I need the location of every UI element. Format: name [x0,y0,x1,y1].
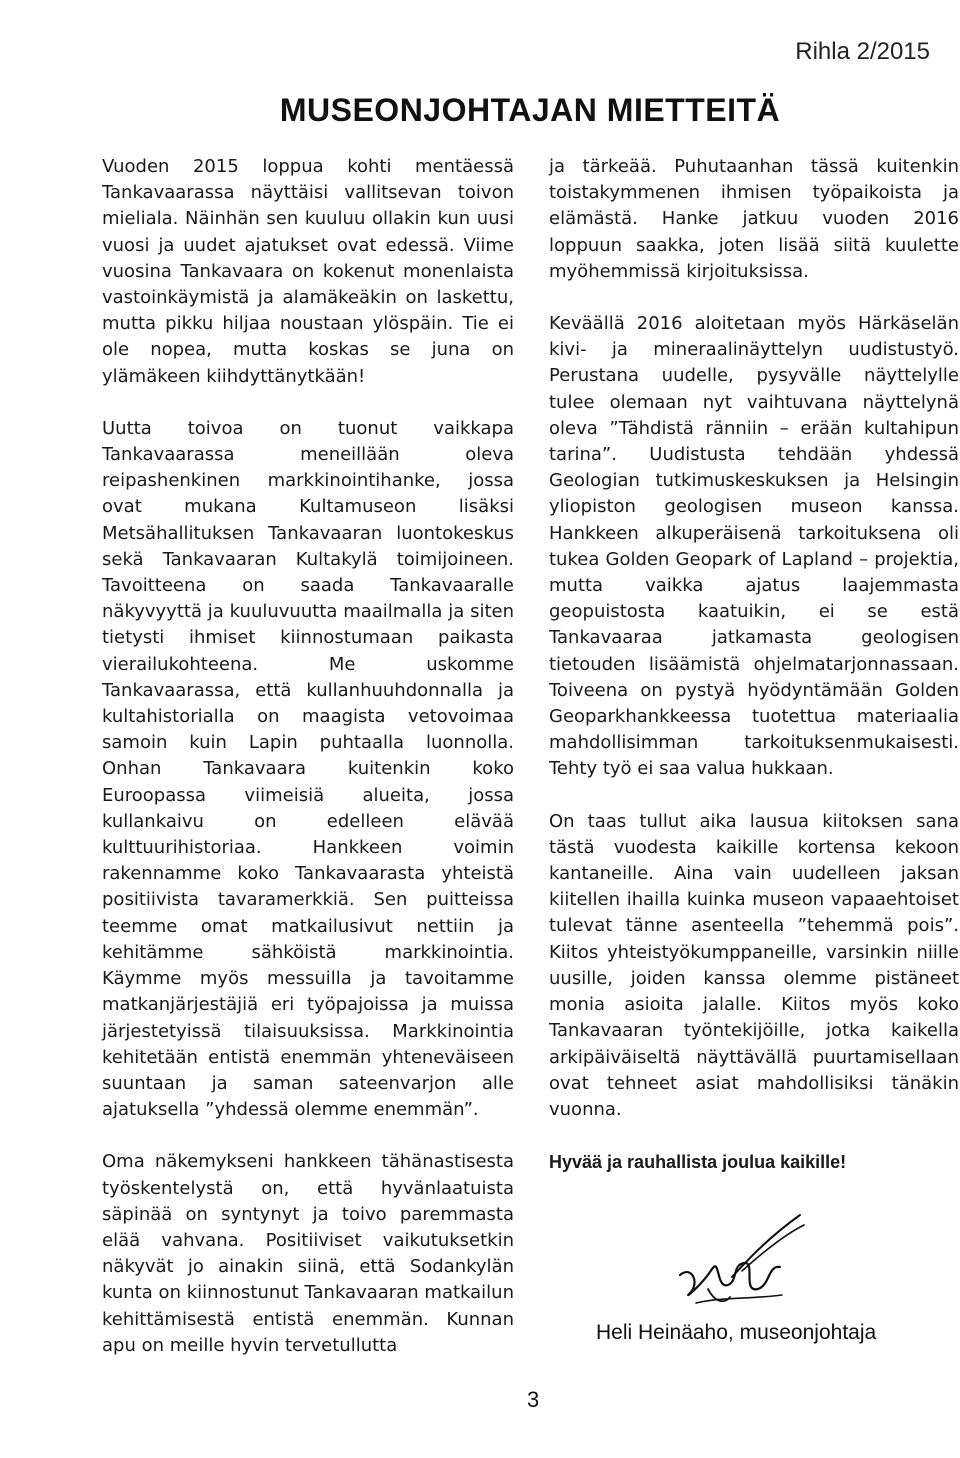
issue-label: Rihla 2/2015 [795,38,930,65]
paragraph: Oma näkemykseni hankkeen tähänastisesta työskentelystä on, että hyvänlaatuista säpinää on syntynyt ja toivo paremmasta elää vahvana. Positiiviset vaikutuksetkin näkyvät jo ainakin siinä, että Sodankylän kunta on kiinnostunut Tankavaaran matkailun kehittämisestä entistä enemmän. Kunnan apu on meille hyvin tervetullutta [102,1151,514,1356]
paragraph: ja tärkeää. Puhutaanhan tässä kuitenkin toistakymmenen ihmisen työpaikoista ja elämästä. Hanke jatkuu vuoden 2016 loppuun saakka, joten lisää siitä kuulette myöhemmissä kirjoituksissa. [549,156,959,282]
signature-image [672,1205,812,1315]
signer-name: Heli Heinäaho, museonjohtaja [596,1321,877,1344]
page-title: MUSEONJOHTAJAN MIETTEITÄ [279,92,781,128]
paragraph: Uutta toivoa on tuonut vaikkapa Tankavaarassa meneillään oleva reipashenkinen markkinointihanke, jossa ovat mukana Kultamuseon lisäksi Metsähallituksen Tankavaaran luontokeskus sekä Tankavaaran Kultakylä toimijoineen. Tavoitteena on saada Tankavaaralle näkyvyyttä ja kuuluvuutta maailmalla ja siten tietysti ihmiset kiinnostumaan paikasta vierailukohteena. Me uskomme Tankavaarassa, että kullanhuuhdonnalla ja kultahistorialla on maagista vetovoimaa samoin kuin Lapin puhtaalla luonnolla. Onhan Tankavaara kuitenkin koko Euroopassa viimeisiä alueita, jossa kullankaivu on edelleen elävää kulttuurihistoriaa. Hankkeen voimin rakennamme koko Tankavaarasta yhteistä positiivista tavaramerkkiä. Sen puitteissa teemme omat matkailusivut nettiin ja kehitämme sähköistä markkinointia. Käymme myös messuilla ja tavoitamme matkanjärjestäjiä eri työpajoissa ja muissa järjestetyissä tilaisuuksissa. Markkinointia kehitetään entistä enemmän yhteneväiseen suuntaan ja saman sateenvarjon alle ajatuksella ”yhdessä olemme enemmän”. [102,417,514,1121]
paragraph: On taas tullut aika lausua kiitoksen sana tästä vuodesta kaikille kortensa kekoon kantaneille. Aina vain uudelleen jaksan kiitellen ihailla kuinka museon vapaaehtoiset tulevat tänne asenteella ”tehemmä pois”. Kiitos yhteistyökumppaneille, varsinkin niille uusille, joiden kanssa olemme pistäneet monia asioita jalalle. Kiitos myös koko Tankavaaran työntekijöille, jotka kaikella arkipäiväiseltä näyttävällä puurtamisellaan ovat tehneet asiat mahdollisiksi tänäkin vuonna. [549,810,959,1120]
left-column [102,154,514,1385]
paragraph: Vuoden 2015 loppua kohti mentäessä Tankavaarassa näyttäisi vallitsevan toivon mieliala. Näinhän sen kuuluu ollakin kun uusi vuosi ja uudet ajatukset ovat edessä. Viime vuosina Tankavaara on kokenut monenlaista vastoinkäymistä ja alamäkeäkin on laskettu, mutta pikku hiljaa noustaan ylöspäin. Tie ei ole nopea, mutta koskas se juna on ylämäkeen kiihdyttänytkään! [102,156,514,387]
right-column [549,154,959,1201]
greeting: Hyvää ja rauhallista joulua kaikille! [549,1152,847,1173]
paragraph: Keväällä 2016 aloitetaan myös Härkäselän kivi- ja mineraalinäyttelyn uudistustyö. Perustana uudelle, pysyvälle näyttelylle tulee olemaan nyt vaihtuvana näyttelynä oleva ”Tähdistä ränniin – erään kultahipun tarina”. Uudistusta tehdään yhdessä Geologian tutkimuskeskuksen ja Helsingin yliopiston geologisen museon kanssa. Hankkeen alkuperäisenä tarkoituksena oli tukea Golden Geopark of Lapland – projektia, mutta vaikka ajatus laajemmasta geopuistosta kaatuikin, ei se estä Tankavaaraa jatkamasta geologisen tietouden lisäämistä ohjelmatarjonnassaan. Toiveena on pystyä hyödyntämään Golden Geoparkhankkeessa tuotettua materiaalia mahdollisimman tarkoituksenmukaisesti. Tehty työ ei saa valua hukkaan. [549,313,959,780]
page-number: 3 [527,1387,540,1412]
